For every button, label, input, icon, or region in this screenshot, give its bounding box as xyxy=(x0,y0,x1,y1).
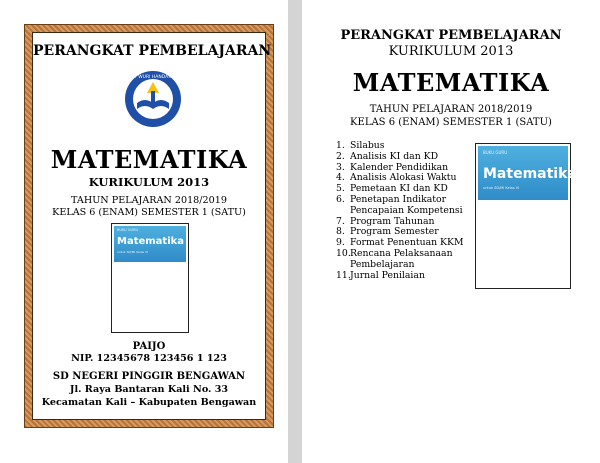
curriculum-label: KURIKULUM 2013 xyxy=(88,175,210,189)
contents-item-number: 5. xyxy=(336,183,345,195)
contents-academic-year: TAHUN PELAJARAN 2018/2019 xyxy=(369,104,533,115)
contents-item-text: Rencana Pelaksanaan xyxy=(350,247,453,259)
contents-item-number: 6. xyxy=(336,193,345,205)
book-cover-image xyxy=(111,223,189,333)
contents-list xyxy=(336,141,463,281)
contents-item-text: Program Semester xyxy=(350,226,439,238)
svg-text:TUT WURI HANDAYANI: TUT WURI HANDAYANI xyxy=(128,75,178,80)
school-name: SD NEGERI PINGGIR BENGAWAN xyxy=(52,371,246,382)
contents-item-number: 11. xyxy=(336,269,351,281)
school-district: Kecamatan Kali – Kabupaten Bengawan xyxy=(41,397,257,408)
school-address: Jl. Raya Bantaran Kali No. 33 xyxy=(69,384,229,395)
contents-item-text: Kalender Pendidikan xyxy=(350,161,449,173)
book-label: BUKU GURU xyxy=(483,150,508,155)
book-title: Matematika xyxy=(483,166,577,182)
book-subtitle: untuk SD/MI Kelas VI xyxy=(483,186,520,190)
cover-page xyxy=(0,0,288,463)
contents-item-text: Silabus xyxy=(350,140,385,151)
academic-year: TAHUN PELAJARAN 2018/2019 xyxy=(71,195,227,206)
contents-item-number: 10. xyxy=(336,247,351,259)
contents-list-item xyxy=(336,271,463,282)
contents-item-number: 7. xyxy=(336,215,345,227)
contents-item-text: Pencapaian Kompetensi xyxy=(350,204,463,216)
contents-item-text: Pemetaan KI dan KD xyxy=(350,183,448,195)
contents-item-number: 1. xyxy=(336,140,345,151)
contents-item-text: Jurnal Penilaian xyxy=(350,269,425,281)
tut-wuri-handayani-logo xyxy=(123,69,183,129)
contents-item-number: 9. xyxy=(336,237,345,249)
contents-header-line1: PERANGKAT PEMBELAJARAN xyxy=(340,28,562,43)
decorative-frame xyxy=(24,24,274,428)
contents-item-text: Format Penentuan KKM xyxy=(350,237,464,249)
contents-item-number: 8. xyxy=(336,226,345,238)
contents-item-number: 4. xyxy=(336,172,345,184)
contents-item-text: Program Tahunan xyxy=(350,215,435,227)
subject-title: MATEMATIKA xyxy=(50,145,248,174)
cover-content xyxy=(32,32,272,420)
teacher-nip: NIP. 12345678 123456 1 123 xyxy=(71,353,227,364)
book-subtitle: untuk SD/MI Kelas VI xyxy=(117,250,149,254)
contents-header-line2: KURIKULUM 2013 xyxy=(388,44,514,59)
teacher-name: PAIJO xyxy=(132,341,166,352)
contents-item-text: Analisis KI dan KD xyxy=(350,150,439,162)
book-title: Matematika xyxy=(117,236,185,247)
contents-item-number: 3. xyxy=(336,161,345,173)
contents-class-semester: KELAS 6 (ENAM) SEMESTER 1 (SATU) xyxy=(350,117,552,128)
contents-item-text: Pembelajaran xyxy=(350,258,415,270)
book-label: BUKU GURU xyxy=(117,228,139,232)
contents-item-text: Penetapan Indikator xyxy=(350,193,447,205)
class-semester: KELAS 6 (ENAM) SEMESTER 1 (SATU) xyxy=(52,207,246,218)
contents-item-number: 2. xyxy=(336,150,345,162)
contents-page xyxy=(302,0,600,463)
book-cover-image xyxy=(475,143,577,289)
contents-subject-title: MATEMATIKA xyxy=(352,68,550,97)
cover-header-title: PERANGKAT PEMBELAJARAN xyxy=(33,43,272,59)
contents-item-text: Analisis Alokasi Waktu xyxy=(350,172,457,184)
